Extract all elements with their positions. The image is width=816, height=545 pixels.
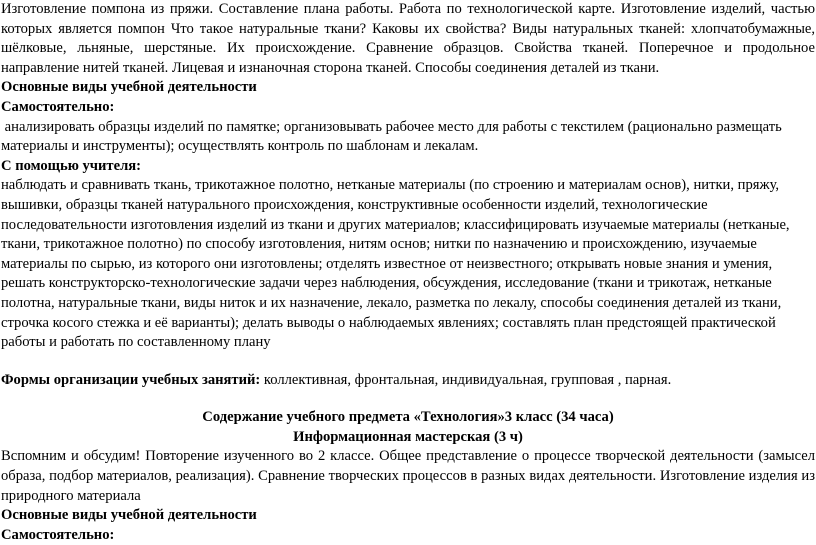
independent-label-2: Самостоятельно: — [1, 526, 115, 543]
independent-label: Самостоятельно: — [1, 98, 115, 115]
teacher-label: С помощью учителя: — [1, 157, 142, 174]
activities-heading: Основные виды учебной деятельности — [1, 79, 257, 96]
teacher-text: наблюдать и сравнивать ткань, трикотажное полотно, нетканые материалы (по строению и материалам основ), нитки, пряжу, вышивки, образцы тканей натурального происхождения, конструктивные особенности изделий, технологические последовательности изготовления изделий из ткани и других материалов; классифицировать изучаемые материалы (нетканые, ткани, трикотажное полотно) по способу изготовления, нитям основ; нитки по назначению и происхождению, изучаемые материалы по сырью, из которого они изготовлены; отделять известное от неизвестного; открывать новые знания и умения, решать конструкторско-технологические задачи через наблюдения, обсуждения, исследование (ткани и трикотаж, нетканые полотна, натуральные ткани, виды ниток и их назначение, лекало, разметка по лекалу, способы соединения деталей из ткани, строчка косого стежка и её варианты); делать выводы о наблюдаемых явлениях; составлять план предстоящей практической работы и работать по составленному плану — [1, 177, 790, 351]
forms-paragraph — [1, 371, 815, 391]
forms-text: коллективная, фронтальная, индивидуальная, групповая , парная. — [260, 371, 672, 388]
spacer — [1, 390, 815, 408]
content-subtitle: Информационная мастерская (3 ч) — [293, 428, 523, 445]
content-title: Содержание учебного предмета «Технология»3 класс (34 часа) — [202, 409, 614, 426]
content-paragraph: Вспомним и обсудим! Повторение изученного во 2 классе. Общее представление о процессе творческой деятельности (замысел образа, подбор материалов, реализация). Сравнение творческих процессов в разных видах деятельности. Изготовление изделия из природного материала — [1, 448, 815, 504]
forms-label: Формы организации учебных занятий: — [1, 371, 261, 388]
independent-text — [1, 118, 815, 157]
intro-paragraph: Изготовление помпона из пряжи. Составление плана работы. Работа по технологической карте. Изготовление изделий, частью которых является помпон Что такое натуральные ткани? Каковы их свойства? Виды натуральных тканей: хлопчатобумажные, шёлковые, льняные, шерстяные. Их происхождение. Сравнение образцов. Свойства тканей. Поперечное и продольное направление нитей тканей. Лицевая и изнаночная сторона тканей. Способы соединения деталей из ткани. — [1, 1, 815, 76]
activities-heading-2: Основные виды учебной деятельности — [1, 507, 257, 524]
spacer — [1, 353, 815, 371]
independent-text-content: анализировать образцы изделий по памятке; организовывать рабочее место для работы с текстилем (рационально размещать материалы и инструменты); осуществлять контроль по шаблонам и лекалам. — [1, 118, 782, 155]
